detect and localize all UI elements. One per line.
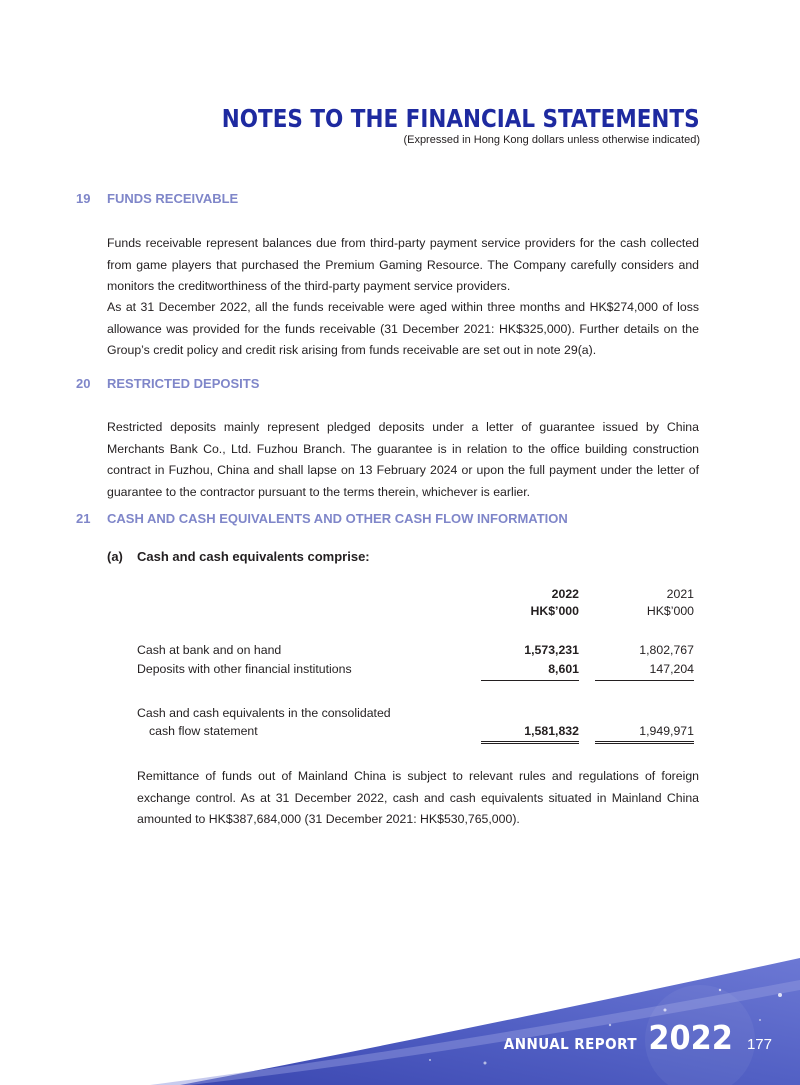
paragraph: Remittance of funds out of Mainland China is subject to relevant rules and regulations of foreign exchange control. As at 31 December 2022, cash and cash equivalents situated in Mainland China amounted to HK$387,684,000 (31 December 2021: HK$530,765,000). (137, 769, 699, 827)
section-number: 20 (76, 376, 91, 391)
value-2021: 1,802,767 (639, 643, 694, 657)
section-heading-20 (76, 376, 259, 391)
total-label-line2: cash flow statement (149, 724, 258, 738)
subsection-heading (107, 549, 370, 564)
paragraph: Funds receivable represent balances due from third-party payment service providers for the cash collected from game players that purchased the Premium Gaming Resource. The Company carefully considers and monitors the creditworthiness of the third-party payment service providers. (107, 236, 699, 294)
section-number: 19 (76, 191, 91, 206)
total-value-2021: 1,949,971 (639, 724, 694, 738)
subtotal-rule (481, 680, 579, 681)
value-2022: 1,573,231 (524, 643, 579, 657)
footer (489, 1018, 772, 1057)
column-year-2022: 2022 (551, 587, 579, 601)
total-double-rule (481, 741, 579, 744)
column-year-2021: 2021 (666, 587, 694, 601)
row-label: Deposits with other financial institutions (137, 662, 352, 676)
value-2021: 147,204 (649, 662, 694, 676)
paragraph: Restricted deposits mainly represent pledged deposits under a letter of guarantee issued by China Merchants Bank Co., Ltd. Fuzhou Branch. The guarantee is in relation to the office building construction contract in Fuzhou, China and shall lapse on 13 February 2024 or upon the full payment under the letter of guarantee to the contractor pursuant to the terms therein, whichever is earlier. (107, 420, 699, 500)
section-title: FUNDS RECEIVABLE (107, 191, 239, 206)
section-heading-21 (76, 511, 568, 526)
page-title: NOTES TO THE FINANCIAL STATEMENTS (222, 104, 700, 133)
value-2022: 8,601 (548, 662, 579, 676)
page-number: 177 (746, 1036, 772, 1053)
section-title: RESTRICTED DEPOSITS (107, 376, 260, 391)
row-label: Cash at bank and on hand (137, 643, 282, 657)
total-double-rule (595, 741, 694, 744)
subsection-label: (a) (107, 549, 123, 564)
section-heading-19 (76, 191, 238, 206)
footer-label: ANNUAL REPORT (503, 1035, 638, 1053)
total-label-line1: Cash and cash equivalents in the consolidated (137, 706, 391, 720)
subtotal-rule (595, 680, 694, 681)
section-title: CASH AND CASH EQUIVALENTS AND OTHER CASH FLOW INFORMATION (107, 511, 568, 526)
column-unit-2021: HK$’000 (646, 604, 694, 618)
paragraph: As at 31 December 2022, all the funds receivable were aged within three months and HK$274,000 of loss allowance was provided for the funds receivable (31 December 2021: HK$325,000). Further details on the Group’s credit policy and credit risk arising from funds receivable are set out in note 29(a). (107, 300, 699, 358)
subsection-title: Cash and cash equivalents comprise: (137, 549, 370, 564)
total-value-2022: 1,581,832 (524, 724, 579, 738)
page-subtitle: (Expressed in Hong Kong dollars unless otherwise indicated) (403, 134, 700, 146)
section-number: 21 (76, 511, 91, 526)
column-unit-2022: HK$’000 (530, 604, 579, 618)
footer-year: 2022 (648, 1018, 733, 1057)
page-header (144, 104, 700, 147)
